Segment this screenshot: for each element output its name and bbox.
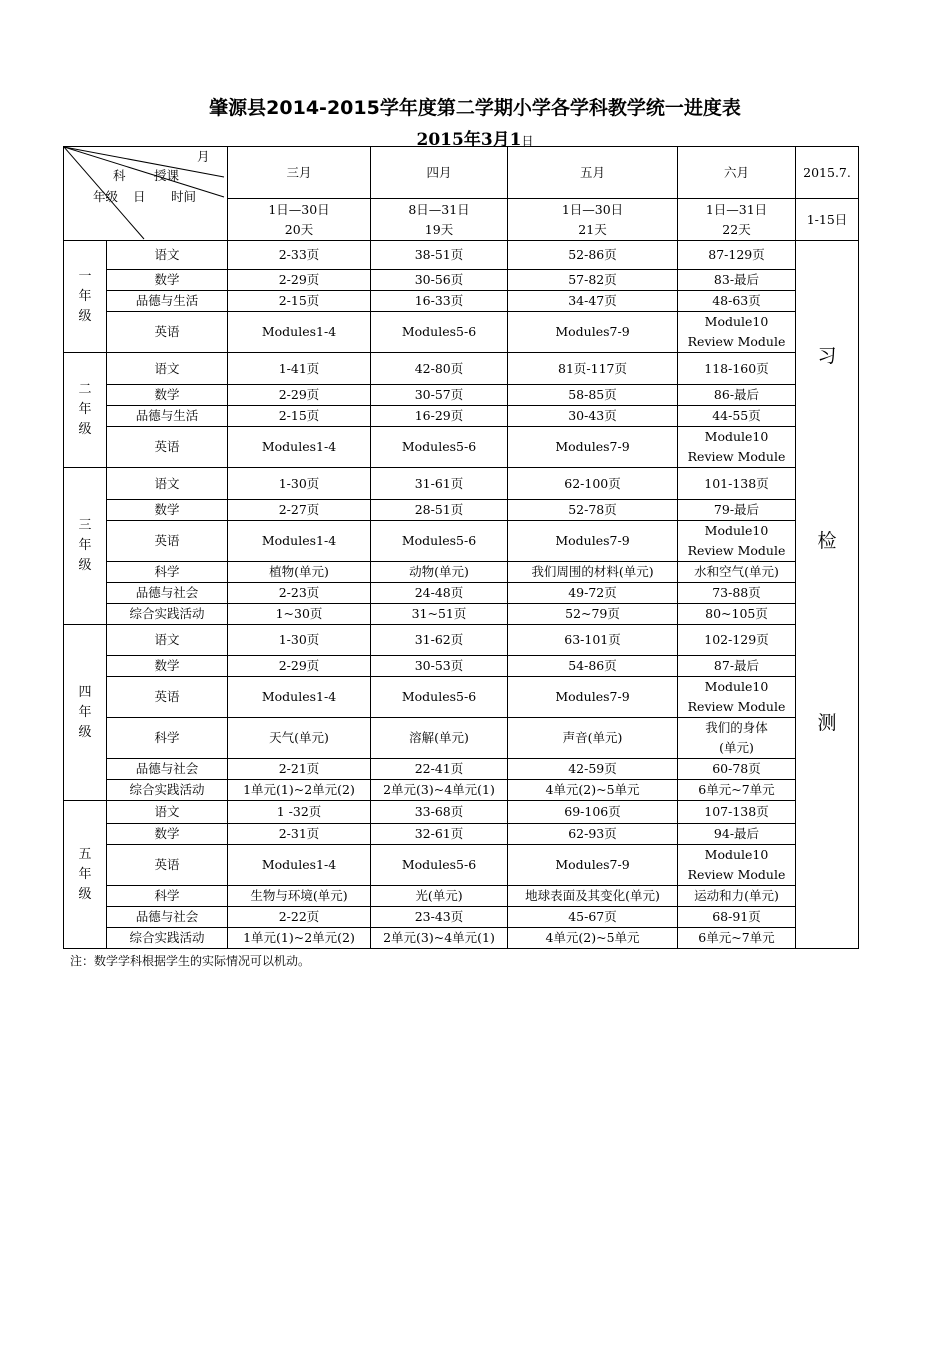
- progress-cell: 30-56页: [371, 270, 508, 291]
- progress-cell-line: 我们的身体: [705, 720, 768, 735]
- progress-cell-line: Module10: [704, 429, 769, 444]
- progress-cell: Modules5-6: [371, 427, 508, 468]
- progress-cell: 94-最后: [678, 824, 796, 845]
- progress-cell: 16-29页: [371, 406, 508, 427]
- progress-cell: 光(单元): [371, 886, 508, 907]
- subject-cell: 品德与社会: [107, 583, 228, 604]
- progress-cell: 6单元~7单元: [678, 928, 796, 949]
- subject-cell: 英语: [107, 312, 228, 353]
- table-row: [64, 824, 859, 845]
- table-row: [64, 625, 859, 656]
- progress-cell: 52-86页: [508, 241, 678, 270]
- span-range: 1日—30日: [561, 201, 624, 217]
- table-row: [64, 385, 859, 406]
- span-range: 1-15日: [806, 211, 848, 227]
- grade-label-char: 级: [78, 558, 92, 573]
- progress-cell-line: Module10: [704, 523, 769, 538]
- subject-cell: 语文: [107, 801, 228, 824]
- table-row: [64, 270, 859, 291]
- schedule-table: [63, 146, 859, 949]
- review-column: [796, 241, 859, 949]
- corner-time-label: 时间: [171, 189, 197, 204]
- progress-cell: 32-61页: [371, 824, 508, 845]
- progress-cell: 63-101页: [508, 625, 678, 656]
- progress-cell: 溶解(单元): [371, 718, 508, 759]
- document-title: 肇源县2014-2015学年度第二学期小学各学科教学统一进度表: [209, 97, 741, 119]
- progress-cell: 2-31页: [228, 824, 371, 845]
- progress-cell: 62-100页: [508, 468, 678, 500]
- progress-cell: 16-33页: [371, 291, 508, 312]
- progress-cell: 2-33页: [228, 241, 371, 270]
- progress-cell: 54-86页: [508, 656, 678, 677]
- progress-cell: 2-15页: [228, 291, 371, 312]
- table-row: [64, 718, 859, 759]
- subject-cell: 英语: [107, 427, 228, 468]
- date-main: 2015年3月1: [416, 130, 522, 150]
- progress-cell: 6单元~7单元: [678, 780, 796, 801]
- progress-cell: 30-53页: [371, 656, 508, 677]
- month-header: 三月: [228, 147, 371, 199]
- table-row: [64, 353, 859, 385]
- progress-cell: Modules5-6: [371, 312, 508, 353]
- grade-label-char: 年: [78, 866, 92, 882]
- subject-cell: 英语: [107, 677, 228, 718]
- grade-label-char: 年: [78, 704, 92, 720]
- progress-cell: 动物(单元): [371, 562, 508, 583]
- corner-teach-label: 授课: [154, 168, 180, 183]
- review-char: 检: [817, 530, 837, 552]
- footnote: 注：数学学科根据学生的实际情况可以机动。: [70, 954, 311, 968]
- span-cell: [371, 199, 508, 241]
- progress-cell: 87-最后: [678, 656, 796, 677]
- progress-cell: 声音(单元): [508, 718, 678, 759]
- progress-cell: [678, 312, 796, 353]
- grade-label: [64, 801, 107, 949]
- progress-cell: 107-138页: [678, 801, 796, 824]
- progress-cell: Modules1-4: [228, 677, 371, 718]
- table-row: [64, 845, 859, 886]
- table-row: [64, 427, 859, 468]
- progress-cell: 42-80页: [371, 353, 508, 385]
- grade-label-char: 一: [78, 268, 92, 284]
- progress-cell: 102-129页: [678, 625, 796, 656]
- table-row: [64, 583, 859, 604]
- progress-cell: 80~105页: [678, 604, 796, 625]
- progress-cell: [678, 677, 796, 718]
- progress-cell: 31-61页: [371, 468, 508, 500]
- span-range: 1日—31日: [705, 201, 768, 217]
- progress-cell: 33-68页: [371, 801, 508, 824]
- progress-cell-line: Module10: [704, 847, 769, 862]
- progress-cell: 2-15页: [228, 406, 371, 427]
- progress-cell: [678, 845, 796, 886]
- progress-cell: 2-29页: [228, 656, 371, 677]
- corner-month-label: 月: [197, 149, 210, 164]
- progress-cell: Modules5-6: [371, 677, 508, 718]
- progress-cell: 2-23页: [228, 583, 371, 604]
- span-days: 19天: [424, 221, 454, 237]
- date-suffix: 日: [521, 134, 534, 148]
- progress-cell: 4单元(2)~5单元: [508, 928, 678, 949]
- progress-cell: 2-27页: [228, 500, 371, 521]
- progress-cell: 31-62页: [371, 625, 508, 656]
- grade-label-char: 级: [78, 724, 92, 740]
- progress-cell: 42-59页: [508, 759, 678, 780]
- table-row: [64, 886, 859, 907]
- progress-cell: 45-67页: [508, 907, 678, 928]
- span-days: 22天: [722, 221, 751, 237]
- progress-cell: 23-43页: [371, 907, 508, 928]
- table-row: [64, 406, 859, 427]
- header-row-months: [64, 147, 859, 199]
- progress-cell: [678, 521, 796, 562]
- progress-cell: 49-72页: [508, 583, 678, 604]
- month-header: 六月: [678, 147, 796, 199]
- table-row: [64, 562, 859, 583]
- progress-cell: 1-30页: [228, 625, 371, 656]
- subject-cell: 综合实践活动: [107, 604, 228, 625]
- progress-cell: 48-63页: [678, 291, 796, 312]
- subject-cell: 数学: [107, 500, 228, 521]
- progress-cell-line: Review Module: [687, 699, 786, 714]
- grade-label: [64, 468, 107, 625]
- subject-cell: 品德与生活: [107, 291, 228, 312]
- progress-cell: 1 -32页: [228, 801, 371, 824]
- review-char: 测: [817, 712, 837, 734]
- span-days: 20天: [284, 221, 314, 237]
- progress-cell: Modules1-4: [228, 845, 371, 886]
- span-cell: [678, 199, 796, 241]
- grade-label: [64, 625, 107, 801]
- grade-label: [64, 241, 107, 353]
- progress-cell: 2-29页: [228, 270, 371, 291]
- subject-cell: 数学: [107, 824, 228, 845]
- progress-cell: Modules7-9: [508, 427, 678, 468]
- progress-cell: 52~79页: [508, 604, 678, 625]
- progress-cell-line: Review Module: [687, 334, 786, 349]
- subject-cell: 英语: [107, 845, 228, 886]
- table-row: [64, 759, 859, 780]
- table-row: [64, 468, 859, 500]
- progress-cell: 38-51页: [371, 241, 508, 270]
- subject-cell: 科学: [107, 886, 228, 907]
- subject-cell: 语文: [107, 625, 228, 656]
- span-cell: [228, 199, 371, 241]
- table-row: [64, 801, 859, 824]
- corner-day-label: 日: [133, 189, 146, 204]
- grade-label-char: 年: [78, 402, 92, 417]
- progress-cell: Modules1-4: [228, 312, 371, 353]
- subject-cell: 语文: [107, 241, 228, 270]
- subject-cell: 数学: [107, 270, 228, 291]
- span-cell: [508, 199, 678, 241]
- progress-cell: 101-138页: [678, 468, 796, 500]
- subject-cell: 品德与社会: [107, 907, 228, 928]
- month-header: 五月: [508, 147, 678, 199]
- progress-cell: 73-88页: [678, 583, 796, 604]
- grade-label-char: 四: [78, 684, 92, 700]
- progress-cell: 1-30页: [228, 468, 371, 500]
- progress-cell: 2单元(3)~4单元(1): [371, 780, 508, 801]
- grade-label-char: 级: [78, 422, 92, 437]
- progress-cell-line: (单元): [719, 740, 754, 755]
- grade-label-char: 年: [78, 538, 92, 553]
- progress-cell: 2单元(3)~4单元(1): [371, 928, 508, 949]
- table-row: [64, 500, 859, 521]
- table-row: [64, 928, 859, 949]
- subject-cell: 数学: [107, 385, 228, 406]
- subject-cell: 综合实践活动: [107, 928, 228, 949]
- grade-label-char: 五: [78, 846, 92, 862]
- progress-cell: Modules1-4: [228, 427, 371, 468]
- progress-cell-line: Module10: [704, 314, 769, 329]
- progress-cell-line: Review Module: [687, 543, 786, 558]
- month-header: 2015.7.: [796, 147, 859, 199]
- progress-cell: 24-48页: [371, 583, 508, 604]
- progress-cell: [678, 427, 796, 468]
- review-char: 习: [817, 345, 837, 367]
- subject-cell: 综合实践活动: [107, 780, 228, 801]
- subject-cell: 数学: [107, 656, 228, 677]
- progress-cell: 1单元(1)~2单元(2): [228, 780, 371, 801]
- subject-cell: 科学: [107, 562, 228, 583]
- progress-cell: 57-82页: [508, 270, 678, 291]
- progress-cell: 79-最后: [678, 500, 796, 521]
- progress-cell: 28-51页: [371, 500, 508, 521]
- corner-header: [64, 147, 228, 241]
- progress-cell: 30-43页: [508, 406, 678, 427]
- progress-cell: Modules7-9: [508, 312, 678, 353]
- progress-cell: 69-106页: [508, 801, 678, 824]
- progress-cell: 4单元(2)~5单元: [508, 780, 678, 801]
- progress-cell: 87-129页: [678, 241, 796, 270]
- corner-subject-label: 科: [113, 168, 126, 183]
- progress-cell: 68-91页: [678, 907, 796, 928]
- progress-cell: 水和空气(单元): [678, 562, 796, 583]
- progress-cell: Modules7-9: [508, 677, 678, 718]
- progress-cell: 2-21页: [228, 759, 371, 780]
- progress-cell: 83-最后: [678, 270, 796, 291]
- grade-label-char: 级: [78, 886, 92, 902]
- progress-cell: Modules5-6: [371, 521, 508, 562]
- progress-cell: 30-57页: [371, 385, 508, 406]
- progress-cell: 52-78页: [508, 500, 678, 521]
- grade-label: [64, 353, 107, 468]
- progress-cell: 22-41页: [371, 759, 508, 780]
- progress-cell: Modules1-4: [228, 521, 371, 562]
- subject-cell: 语文: [107, 353, 228, 385]
- progress-cell: 生物与环境(单元): [228, 886, 371, 907]
- subject-cell: 语文: [107, 468, 228, 500]
- table-row: [64, 677, 859, 718]
- progress-cell: 118-160页: [678, 353, 796, 385]
- grade-label-char: 级: [78, 308, 92, 324]
- table-row: [64, 780, 859, 801]
- span-days: 21天: [578, 221, 607, 237]
- month-header: 四月: [371, 147, 508, 199]
- progress-cell-line: Module10: [704, 679, 769, 694]
- progress-cell: 1~30页: [228, 604, 371, 625]
- progress-cell: 58-85页: [508, 385, 678, 406]
- progress-cell-line: Review Module: [687, 449, 786, 464]
- progress-cell: 天气(单元): [228, 718, 371, 759]
- table-row: [64, 291, 859, 312]
- progress-cell: 62-93页: [508, 824, 678, 845]
- grade-label-char: 年: [78, 288, 92, 304]
- subject-cell: 品德与社会: [107, 759, 228, 780]
- span-range: 8日—31日: [408, 201, 470, 217]
- progress-cell: 植物(单元): [228, 562, 371, 583]
- table-row: [64, 521, 859, 562]
- table-row: [64, 656, 859, 677]
- corner-grade-label: 年级: [93, 189, 119, 204]
- progress-cell: 我们周围的材料(单元): [508, 562, 678, 583]
- table-row: [64, 241, 859, 270]
- progress-cell: 31~51页: [371, 604, 508, 625]
- progress-cell: 运动和力(单元): [678, 886, 796, 907]
- span-cell: [796, 199, 859, 241]
- grade-label-char: 二: [78, 382, 92, 397]
- progress-cell: 1-41页: [228, 353, 371, 385]
- table-row: [64, 907, 859, 928]
- table-row: [64, 312, 859, 353]
- progress-cell: 2-22页: [228, 907, 371, 928]
- span-range: 1日—30日: [268, 201, 330, 217]
- subject-cell: 英语: [107, 521, 228, 562]
- progress-cell: Modules7-9: [508, 845, 678, 886]
- table-row: [64, 604, 859, 625]
- progress-cell-line: Review Module: [687, 867, 786, 882]
- grade-label-char: 三: [78, 518, 92, 533]
- subject-cell: 科学: [107, 718, 228, 759]
- progress-cell: [678, 718, 796, 759]
- progress-cell: 地球表面及其变化(单元): [508, 886, 678, 907]
- progress-cell: 60-78页: [678, 759, 796, 780]
- progress-cell: Modules5-6: [371, 845, 508, 886]
- progress-cell: 81页-117页: [508, 353, 678, 385]
- progress-cell: 34-47页: [508, 291, 678, 312]
- progress-cell: 1单元(1)~2单元(2): [228, 928, 371, 949]
- progress-cell: 86-最后: [678, 385, 796, 406]
- progress-cell: Modules7-9: [508, 521, 678, 562]
- progress-cell: 2-29页: [228, 385, 371, 406]
- subject-cell: 品德与生活: [107, 406, 228, 427]
- progress-cell: 44-55页: [678, 406, 796, 427]
